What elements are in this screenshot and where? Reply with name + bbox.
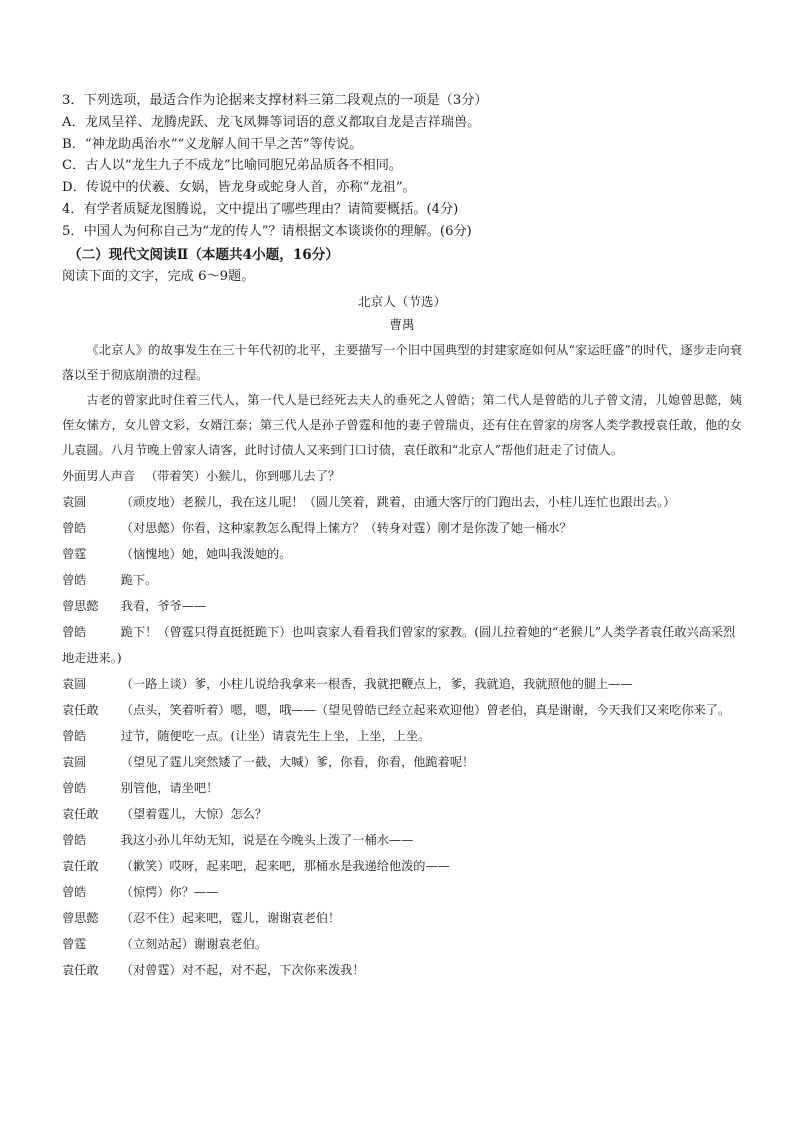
speech-text: 过节，随便吃一点。(让坐）请袁先生上坐，上坐，上坐。 (120, 728, 431, 743)
speaker-name: 袁圆 (62, 754, 87, 769)
question-3: 3．下列选项，最适合作为论据来支撑材料三第二段观点的一项是（3分） (62, 93, 488, 108)
speaker-name: 袁任敢 (62, 962, 99, 977)
speech-text: （惊愕）你？—— (120, 884, 219, 899)
speaker-name: 曾思懿 (62, 910, 99, 925)
speech-text: 跪下！（曾霆只得直挺挺跪下）也叫袁家人看看我们曾家的家教。(圆儿拉着她的“老猴儿”人类学者袁任敢兴高采烈地走进来。) (62, 624, 736, 665)
speaker-name: 曾皓 (62, 728, 87, 743)
dialogue-line (62, 775, 742, 801)
intro-paragraph: 古老的曾家此时住着三代人，第一代人是已经死去夫人的垂死之人曾皓；第二代人是曾皓的儿子曾文清，儿媳曾思懿，姨侄女愫方，女儿曾文彩，女婿江泰；第三代人是孙子曾霆和他的妻子曾瑞贞，还有住在曾家的房客人类学教授袁任敢，他的女儿袁圆。八月节晚上曾家人请客，此时讨债人又来到门口讨债，袁任敢和“北京人”帮他们赶走了讨债人。 (62, 392, 742, 457)
option-b: B．“神龙助禹治水”“义龙解人间干旱之苦”等传说。 (62, 136, 363, 152)
dialogue-line (62, 541, 742, 567)
speech-text: （对思懿）你看，这种家教怎么配得上愫方？（转身对霆）刚才是你泼了她一桶水？ (120, 520, 572, 535)
section-heading: （二）现代文阅读Ⅱ（本题共4小题，16分） (68, 246, 339, 263)
dialogue-line (62, 515, 742, 541)
speech-text: 别管他，请坐吧！ (120, 780, 219, 795)
reading-instruction: 阅读下面的文字，完成 6～9题。 (62, 268, 255, 284)
speech-text: （对曾霆）对不起，对不起，下次你来泼我！ (120, 962, 365, 977)
speech-text: （点头，笑着听着）嗯，嗯，哦——（望见曾皓已经立起来欢迎他）曾老伯，真是谢谢，今天我们又来吃你来了。 (120, 702, 731, 717)
dialogue-line (62, 749, 742, 775)
dialogue-line (62, 567, 742, 593)
speaker-name: 袁任敢 (62, 702, 99, 717)
speaker-name: 曾皓 (62, 572, 87, 587)
dialogue-block (62, 463, 742, 983)
dialogue-line (62, 619, 742, 671)
dialogue-line (62, 697, 742, 723)
option-a: A．龙凤呈祥、龙腾虎跃、龙飞凤舞等词语的意义都取自龙是吉祥瑞兽。 (62, 114, 481, 130)
dialogue-line (62, 593, 742, 619)
dialogue-line (62, 827, 742, 853)
speaker-name: 曾皓 (62, 884, 87, 899)
speech-text: （望着霆儿，大惊）怎么？ (120, 806, 268, 821)
dialogue-line (62, 489, 742, 515)
speaker-name: 曾皓 (62, 520, 87, 535)
speech-text: （带着笑）小猴儿，你到哪儿去了？ (145, 468, 341, 483)
dialogue-line (62, 957, 742, 983)
dialogue-line (62, 879, 742, 905)
dialogue-line (62, 905, 742, 931)
dialogue-line (62, 801, 742, 827)
dialogue-line (62, 463, 742, 489)
speaker-name: 袁圆 (62, 676, 87, 691)
dialogue-line (62, 723, 742, 749)
dialogue-line (62, 931, 742, 957)
speech-text: 跪下。 (120, 572, 158, 587)
passage-title: 北京人（节选） (357, 293, 447, 309)
speech-text: （立刻站起）谢谢袁老伯。 (120, 936, 268, 951)
speaker-name: 袁任敢 (62, 858, 99, 873)
speaker-name: 外面男人声音 (62, 468, 136, 483)
speaker-name: 曾皓 (62, 780, 87, 795)
speech-text: （一路上谈）爹，小柱儿说给我拿来一根香，我就把鞭点上，爹，我就追，我就照他的腿上—— (120, 676, 633, 691)
passage-author: 曹禺 (389, 316, 415, 332)
speech-text: （恼愧地）她，她叫我泼她的。 (120, 546, 292, 561)
speech-text: （歉笑）哎呀，起来吧，起来吧，那桶水是我递给他泼的—— (120, 858, 450, 873)
speaker-name: 袁任敢 (62, 806, 99, 821)
option-c: C．古人以“龙生九子不成龙”比喻同胞兄弟品质各不相同。 (62, 158, 403, 174)
speaker-name: 曾思懿 (62, 598, 99, 613)
option-d: D．传说中的伏羲、女娲，皆龙身或蛇身人首，亦称“龙祖”。 (62, 180, 416, 196)
speech-text: 我这小孙儿年幼无知，说是在今晚头上泼了一桶水—— (120, 832, 414, 847)
speaker-name: 曾霆 (62, 546, 87, 561)
question-list (62, 90, 742, 243)
speech-text: 我看，爷爷—— (120, 598, 207, 613)
intro-paragraph: 《北京人》的故事发生在三十年代初的北平，主要描写一个旧中国典型的封建家庭如何从“家运旺盛”的时代，逐步走向衰落以至于彻底崩溃的过程。 (62, 342, 742, 382)
speaker-name: 袁圆 (62, 494, 87, 509)
speech-text: （望见了霆儿突然矮了一截，大喊）爹，你看，你看，他跪着呢！ (120, 754, 475, 769)
question-5: 5．中国人为何称自己为“龙的传人”？请根据文本谈谈你的理解。(6分) (62, 223, 472, 239)
dialogue-line (62, 671, 742, 697)
dialogue-line (62, 853, 742, 879)
speaker-name: 曾霆 (62, 936, 87, 951)
speech-text: （忍不住）起来吧，霆儿，谢谢袁老伯！ (120, 910, 341, 925)
speaker-name: 曾皓 (62, 624, 87, 639)
question-4: 4．有学者质疑龙图腾说，文中提出了哪些理由？请简要概括。(4分) (62, 201, 459, 217)
speech-text: （顽皮地）老猴儿，我在这儿呢！（圆儿笑着，跳着，由通大客厅的门跑出去，小柱儿连忙也跟出去。） (120, 494, 676, 509)
exam-page (62, 90, 742, 983)
speaker-name: 曾皓 (62, 832, 87, 847)
